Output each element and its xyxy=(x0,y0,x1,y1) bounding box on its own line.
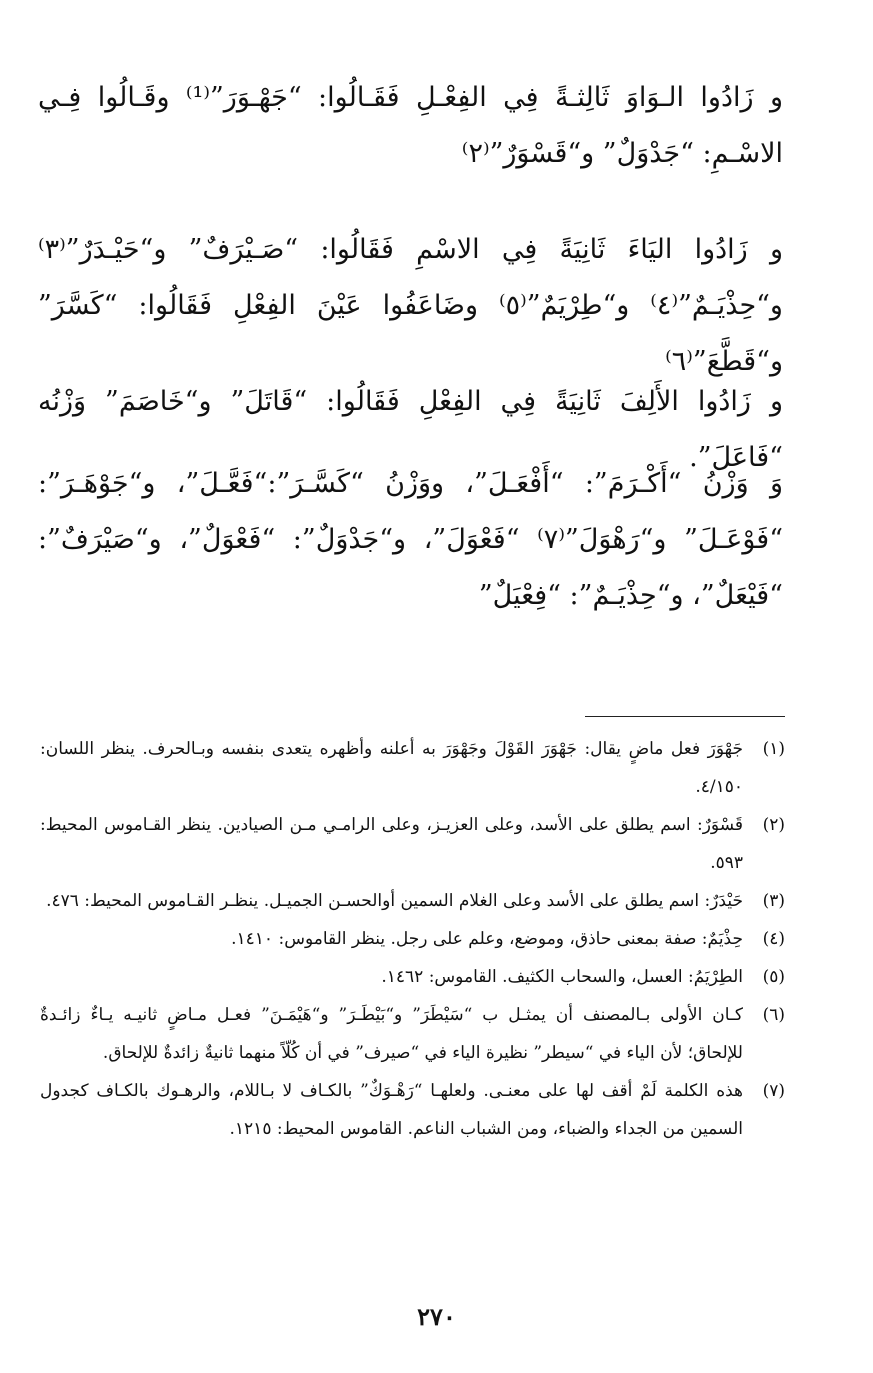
footnote-item xyxy=(40,996,785,1072)
footnote-text: حِذْيَمٌ: صفة بمعنى حاذق، وموضع، وعلم على رجل. ينظر القاموس: ١٤١٠. xyxy=(231,929,743,949)
footnote-number: (٣) xyxy=(762,891,785,911)
footnote-item xyxy=(40,806,785,882)
main-paragraph-3: و زَادُوا الأَلِفَ ثَانِيَةً فِي الفِعْلِ فَقَالُوا: “قَاتَلَ” و“خَاصَمَ” وَزْنُه “فَاعَلَ”. xyxy=(38,386,783,473)
footnote-text: جَهْوَرَ فعل ماضٍ يقال: جَهْوَرَ القَوْلَ وجَهْوَرَ به أعلنه وأظهره يتعدى بنفسه وبـالحرف. ينظر اللسان: ٤/١٥٠. xyxy=(40,739,743,797)
footnote-text: الطِرْيَمُ: العسل، والسحاب الكثيف. القاموس: ١٤٦٢. xyxy=(381,967,743,987)
footnote-text: حَيْدَرٌ: اسم يطلق على الأسد وعلى الغلام السمين أوالحسـن الجميـل. ينظـر القـاموس المحيط: ٤٧٦. xyxy=(46,891,743,911)
main-paragraph-1: و زَادُوا الـوَاوَ ثَالِثـةً فِي الفِعْـلِ فَقَـالُوا: “جَهْـوَرَ”⁽¹⁾ وقَـالُوا فِـي الاسْـمِ: “جَدْوَلٌ” و“قَسْوَرٌ”⁽٢⁾ xyxy=(38,82,783,169)
footnote-item xyxy=(40,882,785,920)
footnotes-list xyxy=(40,730,785,1148)
footnote-number: (٦) xyxy=(762,1005,785,1025)
footnote-number: (٧) xyxy=(762,1081,785,1101)
main-paragraph-2: و زَادُوا اليَاءَ ثَانِيَةً فِي الاسْمِ فَقَالُوا: “صَـيْرَفٌ” و“حَيْـدَرٌ”⁽٣⁾ و“حِذْيَـمٌ”⁽٤⁾ و“طِرْيَمٌ”⁽٥⁾ وضَاعَفُوا عَيْنَ الفِعْلِ فَقَالُوا: “كَسَّرَ” و“قَطَّعَ”⁽٦⁾ xyxy=(38,234,783,377)
footnote-number: (٢) xyxy=(762,815,785,835)
footnote-item xyxy=(40,730,785,806)
footnote-text: هذه الكلمة لَمْ أقف لها على معنـى. ولعلهـا “رَهْـوَكٌ” بالكـاف لا بـاللام، والرهـوك بالكـاف كجدول السمين من الجداء والضباء، ومن الشباب الناعم. القاموس المحيط: ١٢١٥. xyxy=(40,1081,743,1139)
footnote-number: (٥) xyxy=(762,967,785,987)
footnote-divider xyxy=(585,716,785,717)
main-paragraph-4: وَ وَزْنُ “أَكْـرَمَ”: “أَفْعَـلَ”، ووَزْنُ “كَسَّـرَ”:“فَعَّـلَ”، و“جَوْهَـرَ”: “فَوْعَـلَ” و“رَهْوَلَ”⁽٧⁾ “فَعْوَلَ”، و“جَدْوَلٌ”: “فَعْوَلٌ”، و“صَيْرَفٌ”: “فَيْعَلٌ”، و“حِذْيَـمٌ”: “فِعْيَلٌ” xyxy=(38,468,783,611)
footnote-number: (١) xyxy=(762,739,785,759)
footnote-item xyxy=(40,920,785,958)
footnote-item xyxy=(40,1072,785,1148)
footnote-number: (٤) xyxy=(762,929,785,949)
footnote-text: قَسْوَرٌ: اسم يطلق على الأسد، وعلى العزيـز، وعلى الرامـي مـن الصيادين. ينظر القـاموس المحيط: ٥٩٣. xyxy=(40,815,743,873)
footnote-item xyxy=(40,958,785,996)
page-number: ٢٧٠ xyxy=(417,1302,456,1331)
footnote-text: كـان الأولى بـالمصنف أن يمثـل ب “سَيْطَرَ” و“بَيْطَـرَ” و“هَيْمَـنَ” فعـل مـاضٍ ثانيـه يـاءٌ زائـدةٌ للإلحاق؛ لأن الياء في “سيطر” نظيرة الياء في “صيرف” في أن كُلّاً منهما ثانيةٌ زائدةٌ للإلحاق. xyxy=(40,1005,743,1063)
